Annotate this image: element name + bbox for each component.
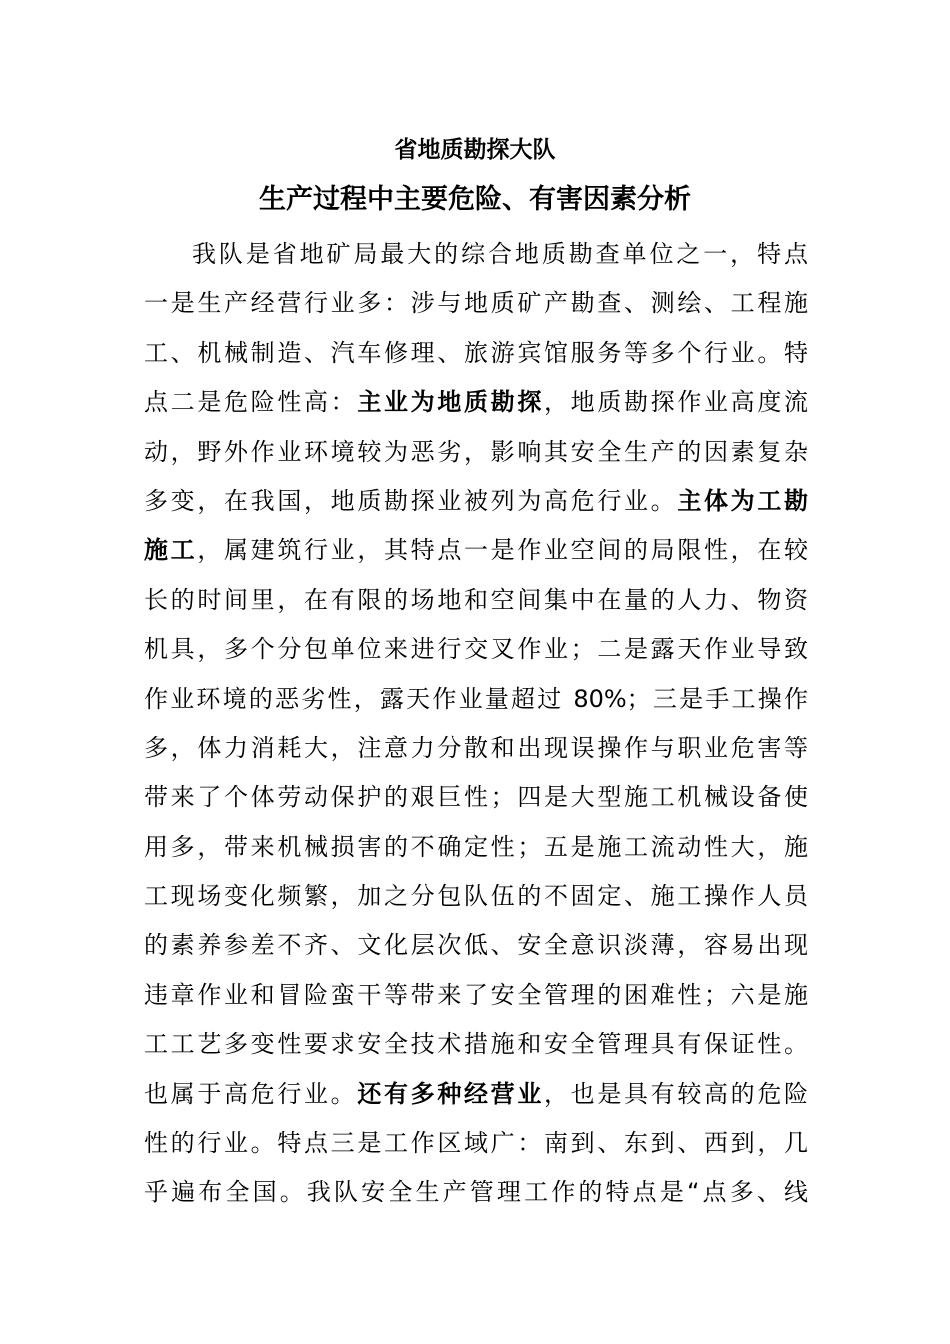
- text-line: [144, 971, 808, 1020]
- bold-text-segment: 主体为工勘: [677, 486, 809, 515]
- text-segment: 的素养参差不齐、文化层次低、安全意识淡薄，容易出现: [144, 931, 808, 960]
- text-line: [144, 428, 808, 477]
- text-segment: 机具，多个分包单位来进行交叉作业；二是露天作业导致: [144, 635, 808, 664]
- text-line: [144, 773, 808, 822]
- text-segment: 多变，在我国，地质勘探业被列为高危行业。: [144, 486, 678, 515]
- text-segment: 多，体力消耗大，注意力分散和出现误操作与职业危害等: [144, 733, 808, 762]
- text-line: [144, 1119, 808, 1168]
- text-segment: 乎遍布全国。我队安全生产管理工作的特点是“点多、线: [144, 1178, 808, 1207]
- text-segment: 动，野外作业环境较为恶劣，影响其安全生产的因素复杂: [144, 437, 808, 466]
- text-segment: ，属建筑行业，其特点一是作业空间的局限性，在较: [197, 536, 809, 565]
- text-segment: 工、机械制造、汽车修理、旅游宾馆服务等多个行业。特: [144, 338, 808, 367]
- text-segment: ，地质勘探作业高度流: [544, 388, 809, 417]
- text-line: [144, 1070, 808, 1119]
- text-line: [144, 1020, 808, 1069]
- text-line: [144, 823, 808, 872]
- text-line: [144, 329, 808, 378]
- text-segment: 工工艺多变性要求安全技术措施和安全管理具有保证性。: [144, 1030, 808, 1059]
- text-line: [144, 576, 808, 625]
- text-line: [144, 477, 808, 526]
- bold-text-segment: 施工: [144, 536, 198, 565]
- text-line: [144, 724, 808, 773]
- text-segment: 带来了个体劳动保护的艰巨性；四是大型施工机械设备使: [144, 783, 808, 812]
- text-line: [144, 378, 808, 427]
- text-segment: 我队是省地矿局最大的综合地质勘查单位之一，特点: [192, 240, 808, 268]
- text-line: [144, 675, 808, 724]
- body-paragraph: [144, 230, 808, 1218]
- text-segment: ，也是具有较高的危险: [544, 1079, 809, 1108]
- text-line: [144, 872, 808, 921]
- text-segment: 违章作业和冒险蛮干等带来了安全管理的困难性；六是施: [144, 980, 808, 1009]
- text-segment: 作业环境的恶劣性，露天作业量超过 80%；三是手工操作: [144, 684, 808, 713]
- text-line: [144, 279, 808, 328]
- text-segment: 长的时间里，在有限的场地和空间集中在量的人力、物资: [144, 585, 808, 614]
- text-segment: 性的行业。特点三是工作区域广：南到、东到、西到，几: [144, 1129, 808, 1158]
- text-segment: 点二是危险性高：: [144, 388, 358, 417]
- text-segment: 工现场变化频繁，加之分包队伍的不固定、施工操作人员: [144, 882, 808, 911]
- text-segment: 用多，带来机械损害的不确定性；五是施工流动性大，施: [144, 832, 808, 861]
- organization-title: 省地质勘探大队: [394, 137, 556, 163]
- text-line: [144, 921, 808, 970]
- text-line: [144, 625, 808, 674]
- bold-text-segment: 主业为地质勘探: [357, 388, 545, 417]
- bold-text-segment: 还有多种经营业: [357, 1079, 545, 1108]
- document-title: 生产过程中主要危险、有害因素分析: [259, 184, 691, 215]
- text-line: [144, 230, 808, 279]
- text-segment: 也属于高危行业。: [144, 1079, 358, 1108]
- text-segment: 一是生产经营行业多：涉与地质矿产勘查、测绘、工程施: [144, 289, 808, 318]
- text-line: [144, 526, 808, 575]
- text-line: [144, 1168, 808, 1217]
